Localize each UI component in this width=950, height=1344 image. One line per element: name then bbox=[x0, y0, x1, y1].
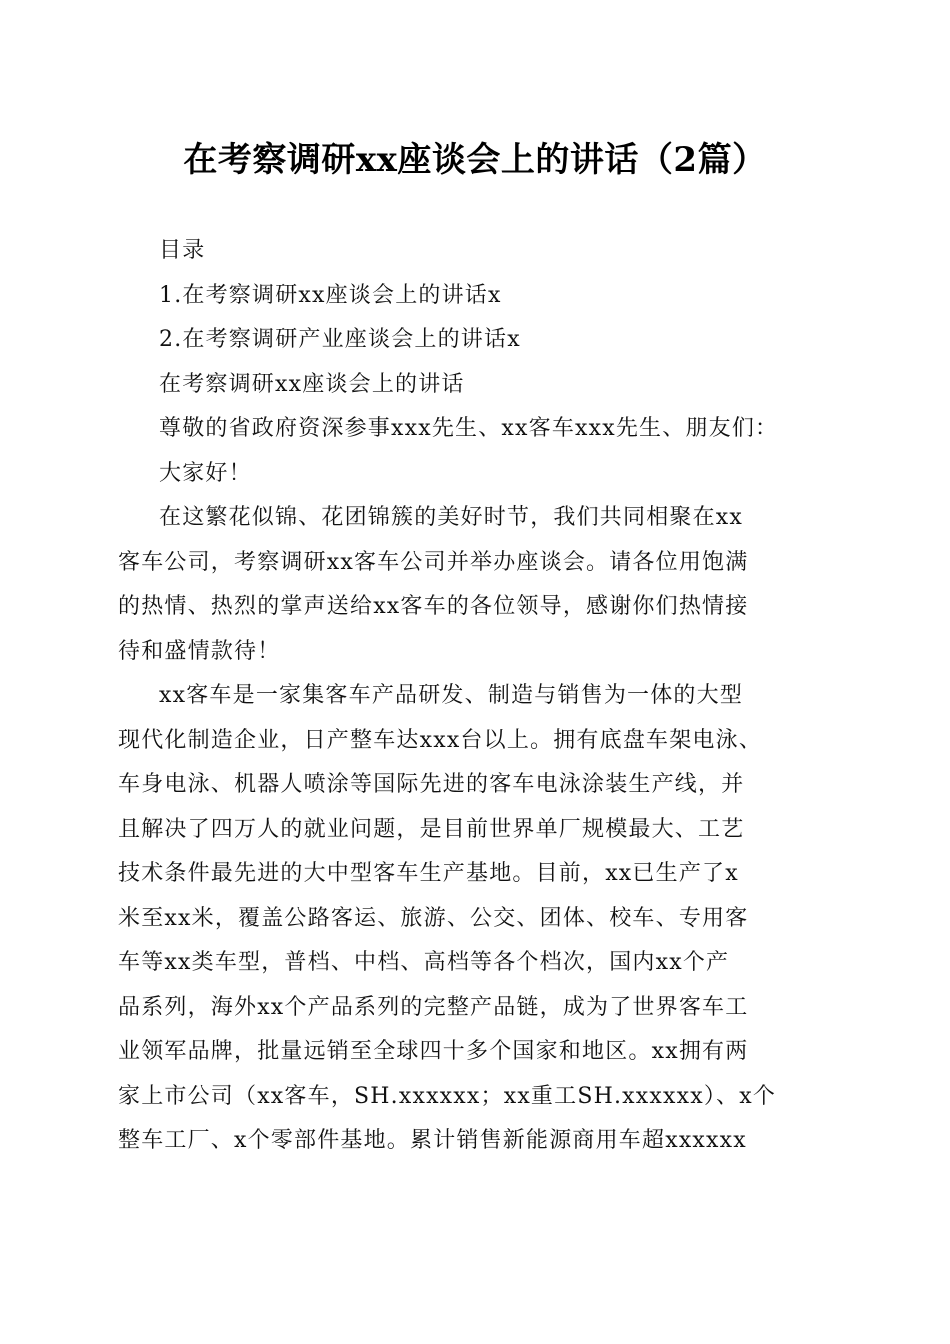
paragraph-line: 在这繁花似锦、花团锦簇的美好时节，我们共同相聚在xx bbox=[159, 505, 744, 530]
paragraph-line: 家上市公司（xx客车，SH.xxxxxx；xx重工SH.xxxxxx）、x个 bbox=[118, 1083, 777, 1109]
toc-item: 2.在考察调研产业座谈会上的讲话x bbox=[159, 327, 521, 352]
paragraph-line: 的热情、热烈的掌声送给xx客车的各位领导，感谢你们热情接 bbox=[118, 594, 749, 619]
paragraph-1 bbox=[118, 496, 834, 674]
paragraph-line: 品系列，海外xx个产品系列的完整产品链，成为了世界客车工 bbox=[118, 994, 749, 1020]
paragraph-line: 技术条件最先进的大中型客车生产基地。目前，xx已生产了x bbox=[118, 861, 739, 886]
document-title: 在考察调研xx座谈会上的讲话（2篇） bbox=[183, 140, 767, 180]
greeting: 大家好！ bbox=[159, 460, 252, 486]
paragraph-line: 米至xx米，覆盖公路客运、旅游、公交、团体、校车、专用客 bbox=[118, 905, 749, 931]
paragraph-line: 车身电泳、机器人喷涂等国际先进的客车电泳涂装生产线，并 bbox=[118, 772, 745, 797]
paragraph-line: 现代化制造企业，日产整车达xxx台以上。拥有底盘车架电泳、 bbox=[118, 727, 763, 753]
toc-item: 1.在考察调研xx座谈会上的讲话x bbox=[159, 282, 502, 308]
paragraph-2 bbox=[118, 674, 834, 1164]
section-title: 在考察调研xx座谈会上的讲话 bbox=[159, 371, 465, 397]
paragraph-line: xx客车是一家集客车产品研发、制造与销售为一体的大型 bbox=[159, 683, 744, 708]
paragraph-line: 且解决了四万人的就业问题，是目前世界单厂规模最大、工艺 bbox=[118, 816, 745, 842]
paragraph-line: 整车工厂、x个零部件基地。累计销售新能源商用车超xxxxxx bbox=[118, 1128, 747, 1153]
paragraph-line: 业领军品牌，批量远销至全球四十多个国家和地区。xx拥有两 bbox=[118, 1039, 749, 1064]
toc-heading: 目录 bbox=[159, 238, 206, 263]
paragraph-line: 待和盛情款待！ bbox=[118, 638, 281, 664]
paragraph-line: 车等xx类车型，普档、中档、高档等各个档次，国内xx个产 bbox=[118, 950, 730, 975]
salutation: 尊敬的省政府资深参事xxx先生、xx客车xxx先生、朋友们： bbox=[159, 416, 779, 441]
paragraph-line: 客车公司，考察调研xx客车公司并举办座谈会。请各位用饱满 bbox=[118, 549, 749, 575]
document-body bbox=[118, 229, 834, 1164]
